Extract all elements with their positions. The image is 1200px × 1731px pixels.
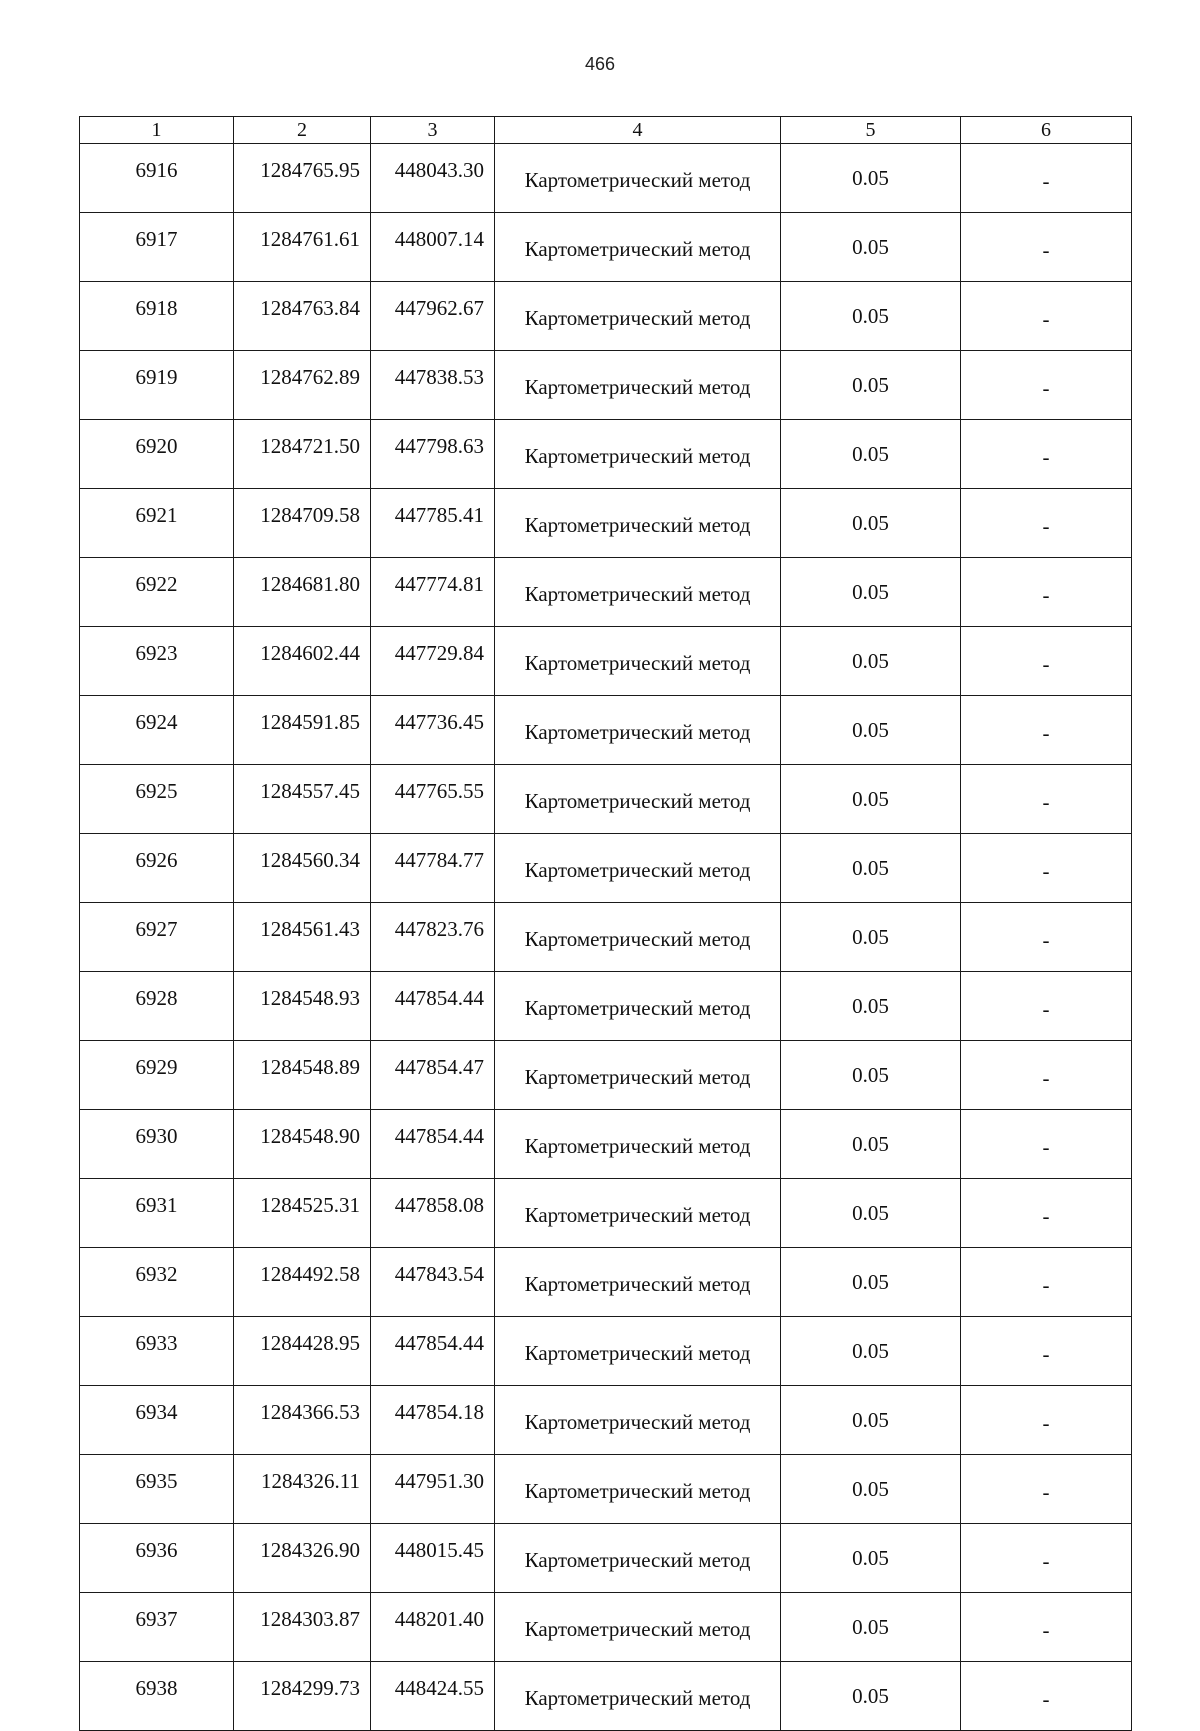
y-coordinate-cell: 447951.30: [371, 1455, 495, 1524]
accuracy-cell: 0.05: [781, 351, 961, 420]
point-number-cell: 6926: [80, 834, 234, 903]
y-coordinate-cell: 447765.55: [371, 765, 495, 834]
note-cell: -: [961, 1455, 1132, 1524]
method-cell: Картометрический метод: [495, 1455, 781, 1524]
y-coordinate-cell: 447838.53: [371, 351, 495, 420]
table-body: [80, 144, 1132, 1731]
y-coordinate-cell: 448007.14: [371, 213, 495, 282]
table-row: [80, 213, 1132, 282]
x-coordinate-cell: 1284428.95: [234, 1317, 371, 1386]
accuracy-cell: 0.05: [781, 1179, 961, 1248]
point-number-cell: 6924: [80, 696, 234, 765]
accuracy-cell: 0.05: [781, 1524, 961, 1593]
note-cell: -: [961, 972, 1132, 1041]
accuracy-cell: 0.05: [781, 1110, 961, 1179]
accuracy-cell: 0.05: [781, 1662, 961, 1731]
table-row: [80, 420, 1132, 489]
point-number-cell: 6916: [80, 144, 234, 213]
column-header-2: 2: [234, 117, 371, 144]
page-number: 466: [584, 54, 616, 74]
table-row: [80, 282, 1132, 351]
accuracy-cell: 0.05: [781, 1248, 961, 1317]
accuracy-cell: 0.05: [781, 213, 961, 282]
point-number-cell: 6919: [80, 351, 234, 420]
x-coordinate-cell: 1284303.87: [234, 1593, 371, 1662]
point-number-cell: 6935: [80, 1455, 234, 1524]
method-cell: Картометрический метод: [495, 696, 781, 765]
y-coordinate-cell: 447798.63: [371, 420, 495, 489]
note-cell: -: [961, 1248, 1132, 1317]
x-coordinate-cell: 1284762.89: [234, 351, 371, 420]
note-cell: -: [961, 282, 1132, 351]
y-coordinate-cell: 447736.45: [371, 696, 495, 765]
point-number-cell: 6925: [80, 765, 234, 834]
y-coordinate-cell: 447843.54: [371, 1248, 495, 1317]
note-cell: -: [961, 1524, 1132, 1593]
method-cell: Картометрический метод: [495, 765, 781, 834]
accuracy-cell: 0.05: [781, 1317, 961, 1386]
note-cell: -: [961, 1386, 1132, 1455]
table-row: [80, 351, 1132, 420]
y-coordinate-cell: 448015.45: [371, 1524, 495, 1593]
table-row: [80, 558, 1132, 627]
x-coordinate-cell: 1284326.11: [234, 1455, 371, 1524]
point-number-cell: 6922: [80, 558, 234, 627]
point-number-cell: 6934: [80, 1386, 234, 1455]
y-coordinate-cell: 448043.30: [371, 144, 495, 213]
accuracy-cell: 0.05: [781, 558, 961, 627]
point-number-cell: 6923: [80, 627, 234, 696]
method-cell: Картометрический метод: [495, 558, 781, 627]
note-cell: -: [961, 144, 1132, 213]
table-row: [80, 1593, 1132, 1662]
table-header: [80, 117, 1132, 144]
x-coordinate-cell: 1284299.73: [234, 1662, 371, 1731]
point-number-cell: 6937: [80, 1593, 234, 1662]
note-cell: -: [961, 1041, 1132, 1110]
note-cell: -: [961, 351, 1132, 420]
y-coordinate-cell: 448201.40: [371, 1593, 495, 1662]
table-row: [80, 489, 1132, 558]
table-row: [80, 1455, 1132, 1524]
point-number-cell: 6936: [80, 1524, 234, 1593]
note-cell: -: [961, 420, 1132, 489]
x-coordinate-cell: 1284557.45: [234, 765, 371, 834]
y-coordinate-cell: 447784.77: [371, 834, 495, 903]
x-coordinate-cell: 1284681.80: [234, 558, 371, 627]
table-row: [80, 1662, 1132, 1731]
method-cell: Картометрический метод: [495, 1248, 781, 1317]
point-number-cell: 6930: [80, 1110, 234, 1179]
accuracy-cell: 0.05: [781, 627, 961, 696]
y-coordinate-cell: 448424.55: [371, 1662, 495, 1731]
point-number-cell: 6920: [80, 420, 234, 489]
x-coordinate-cell: 1284561.43: [234, 903, 371, 972]
note-cell: -: [961, 558, 1132, 627]
method-cell: Картометрический метод: [495, 351, 781, 420]
y-coordinate-cell: 447729.84: [371, 627, 495, 696]
method-cell: Картометрический метод: [495, 972, 781, 1041]
column-header-1: 1: [80, 117, 234, 144]
method-cell: Картометрический метод: [495, 489, 781, 558]
x-coordinate-cell: 1284326.90: [234, 1524, 371, 1593]
table-row: [80, 972, 1132, 1041]
x-coordinate-cell: 1284765.95: [234, 144, 371, 213]
method-cell: Картометрический метод: [495, 1524, 781, 1593]
accuracy-cell: 0.05: [781, 1593, 961, 1662]
y-coordinate-cell: 447785.41: [371, 489, 495, 558]
accuracy-cell: 0.05: [781, 903, 961, 972]
x-coordinate-cell: 1284548.89: [234, 1041, 371, 1110]
x-coordinate-cell: 1284525.31: [234, 1179, 371, 1248]
y-coordinate-cell: 447854.18: [371, 1386, 495, 1455]
accuracy-cell: 0.05: [781, 1041, 961, 1110]
note-cell: -: [961, 1110, 1132, 1179]
x-coordinate-cell: 1284761.61: [234, 213, 371, 282]
column-header-3: 3: [371, 117, 495, 144]
point-number-cell: 6938: [80, 1662, 234, 1731]
y-coordinate-cell: 447854.47: [371, 1041, 495, 1110]
accuracy-cell: 0.05: [781, 765, 961, 834]
x-coordinate-cell: 1284591.85: [234, 696, 371, 765]
method-cell: Картометрический метод: [495, 1041, 781, 1110]
y-coordinate-cell: 447854.44: [371, 1317, 495, 1386]
method-cell: Картометрический метод: [495, 1179, 781, 1248]
table-row: [80, 903, 1132, 972]
note-cell: -: [961, 696, 1132, 765]
method-cell: Картометрический метод: [495, 282, 781, 351]
table-row: [80, 696, 1132, 765]
point-number-cell: 6917: [80, 213, 234, 282]
table-row: [80, 1386, 1132, 1455]
note-cell: -: [961, 834, 1132, 903]
table-row: [80, 627, 1132, 696]
x-coordinate-cell: 1284709.58: [234, 489, 371, 558]
method-cell: Картометрический метод: [495, 1317, 781, 1386]
note-cell: -: [961, 903, 1132, 972]
point-number-cell: 6918: [80, 282, 234, 351]
method-cell: Картометрический метод: [495, 627, 781, 696]
point-number-cell: 6928: [80, 972, 234, 1041]
method-cell: Картометрический метод: [495, 420, 781, 489]
table-row: [80, 1041, 1132, 1110]
y-coordinate-cell: 447962.67: [371, 282, 495, 351]
x-coordinate-cell: 1284763.84: [234, 282, 371, 351]
note-cell: -: [961, 627, 1132, 696]
accuracy-cell: 0.05: [781, 420, 961, 489]
note-cell: -: [961, 213, 1132, 282]
method-cell: Картометрический метод: [495, 213, 781, 282]
note-cell: -: [961, 1593, 1132, 1662]
x-coordinate-cell: 1284721.50: [234, 420, 371, 489]
note-cell: -: [961, 1317, 1132, 1386]
point-number-cell: 6932: [80, 1248, 234, 1317]
accuracy-cell: 0.05: [781, 972, 961, 1041]
note-cell: -: [961, 489, 1132, 558]
x-coordinate-cell: 1284548.90: [234, 1110, 371, 1179]
x-coordinate-cell: 1284366.53: [234, 1386, 371, 1455]
accuracy-cell: 0.05: [781, 282, 961, 351]
header-row: [80, 117, 1132, 144]
method-cell: Картометрический метод: [495, 1662, 781, 1731]
note-cell: -: [961, 1662, 1132, 1731]
point-number-cell: 6931: [80, 1179, 234, 1248]
method-cell: Картометрический метод: [495, 834, 781, 903]
method-cell: Картометрический метод: [495, 1593, 781, 1662]
note-cell: -: [961, 1179, 1132, 1248]
coordinates-table: [79, 116, 1132, 1731]
x-coordinate-cell: 1284492.58: [234, 1248, 371, 1317]
column-header-4: 4: [495, 117, 781, 144]
method-cell: Картометрический метод: [495, 1386, 781, 1455]
y-coordinate-cell: 447858.08: [371, 1179, 495, 1248]
note-cell: -: [961, 765, 1132, 834]
y-coordinate-cell: 447854.44: [371, 1110, 495, 1179]
table-row: [80, 1524, 1132, 1593]
column-header-5: 5: [781, 117, 961, 144]
point-number-cell: 6927: [80, 903, 234, 972]
y-coordinate-cell: 447823.76: [371, 903, 495, 972]
accuracy-cell: 0.05: [781, 1386, 961, 1455]
accuracy-cell: 0.05: [781, 1455, 961, 1524]
table-row: [80, 1248, 1132, 1317]
x-coordinate-cell: 1284602.44: [234, 627, 371, 696]
table-row: [80, 1179, 1132, 1248]
accuracy-cell: 0.05: [781, 489, 961, 558]
accuracy-cell: 0.05: [781, 696, 961, 765]
table-row: [80, 1110, 1132, 1179]
x-coordinate-cell: 1284560.34: [234, 834, 371, 903]
accuracy-cell: 0.05: [781, 144, 961, 213]
point-number-cell: 6933: [80, 1317, 234, 1386]
table-row: [80, 1317, 1132, 1386]
accuracy-cell: 0.05: [781, 834, 961, 903]
x-coordinate-cell: 1284548.93: [234, 972, 371, 1041]
method-cell: Картометрический метод: [495, 1110, 781, 1179]
table-row: [80, 765, 1132, 834]
y-coordinate-cell: 447774.81: [371, 558, 495, 627]
y-coordinate-cell: 447854.44: [371, 972, 495, 1041]
table-row: [80, 144, 1132, 213]
table-row: [80, 834, 1132, 903]
point-number-cell: 6929: [80, 1041, 234, 1110]
point-number-cell: 6921: [80, 489, 234, 558]
method-cell: Картометрический метод: [495, 903, 781, 972]
column-header-6: 6: [961, 117, 1132, 144]
method-cell: Картометрический метод: [495, 144, 781, 213]
